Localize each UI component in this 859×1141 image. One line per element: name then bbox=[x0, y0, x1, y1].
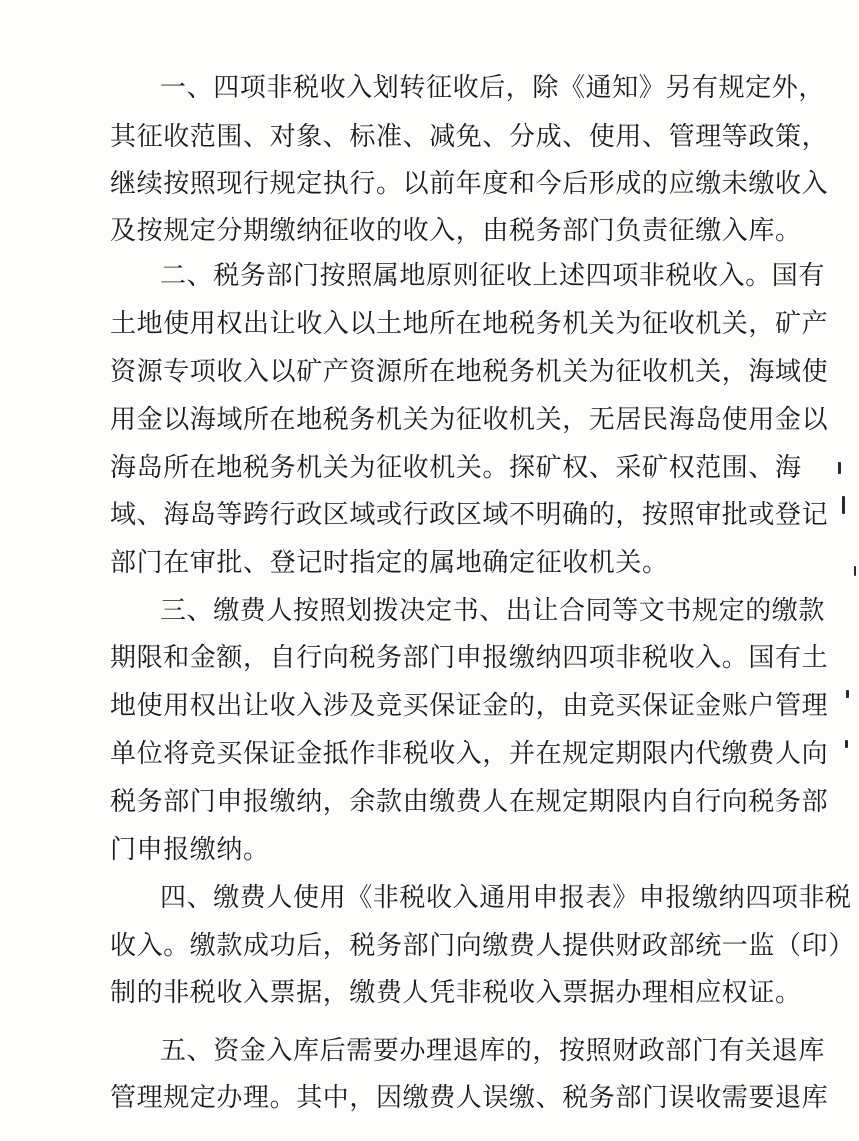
p3-line-1: 三、缴费人按照划拨决定书、出让合同等文书规定的缴款 bbox=[160, 596, 826, 626]
p2-line-1: 二、税务部门按照属地原则征收上述四项非税收入。国有 bbox=[160, 261, 826, 291]
p1-line-1: 一、四项非税收入划转征收后，除《通知》另有规定外， bbox=[160, 73, 826, 103]
p3-line-4: 单位将竞买保证金抵作非税收入，并在规定期限内代缴费人向 bbox=[110, 739, 829, 769]
p2-line-6: 域、海岛等跨行政区域或行政区域不明确的，按照审批或登记 bbox=[110, 500, 829, 530]
scan-mark bbox=[842, 496, 845, 514]
p3-line-5: 税务部门申报缴纳，余款由缴费人在规定期限内自行向税务部 bbox=[110, 787, 829, 817]
p1-line-2: 其征收范围、对象、标准、减免、分成、使用、管理等政策， bbox=[110, 122, 829, 152]
p1-line-4: 及按规定分期缴纳征收的收入，由税务部门负责征缴入库。 bbox=[110, 216, 802, 246]
p5-line-2: 管理规定办理。其中，因缴费人误缴、税务部门误收需要退库 bbox=[110, 1083, 829, 1113]
p2-line-2: 土地使用权出让收入以土地所在地税务机关为征收机关，矿产 bbox=[110, 309, 829, 339]
p2-line-3: 资源专项收入以矿产资源所在地税务机关为征收机关，海域使 bbox=[110, 357, 829, 387]
scan-mark bbox=[846, 690, 849, 698]
p2-line-4: 用金以海域所在地税务机关为征收机关，无居民海岛使用金以 bbox=[110, 405, 829, 435]
p5-line-1: 五、资金入库后需要办理退库的，按照财政部门有关退库 bbox=[160, 1036, 826, 1066]
p4-line-3: 制的非税收入票据，缴费人凭非税收入票据办理相应权证。 bbox=[110, 978, 802, 1008]
p3-line-6: 门申报缴纳。 bbox=[110, 835, 270, 865]
p1-line-3: 继续按照现行规定执行。以前年度和今后形成的应缴未缴收入 bbox=[110, 169, 829, 199]
p3-line-3: 地使用权出让收入涉及竞买保证金的，由竞买保证金账户管理 bbox=[110, 691, 829, 721]
p4-line-1: 四、缴费人使用《非税收入通用申报表》申报缴纳四项非税 bbox=[160, 883, 852, 913]
p3-line-2: 期限和金额，自行向税务部门申报缴纳四项非税收入。国有土 bbox=[110, 643, 829, 673]
scan-mark bbox=[838, 462, 841, 474]
p2-line-7: 部门在审批、登记时指定的属地确定征收机关。 bbox=[110, 548, 669, 578]
scan-mark bbox=[845, 740, 848, 748]
p4-line-2: 收入。缴款成功后，税务部门向缴费人提供财政部统一监（印） bbox=[110, 931, 855, 961]
scan-mark bbox=[854, 566, 856, 576]
p2-line-5: 海岛所在地税务机关为征收机关。探矿权、采矿权范围、海 bbox=[110, 453, 802, 483]
